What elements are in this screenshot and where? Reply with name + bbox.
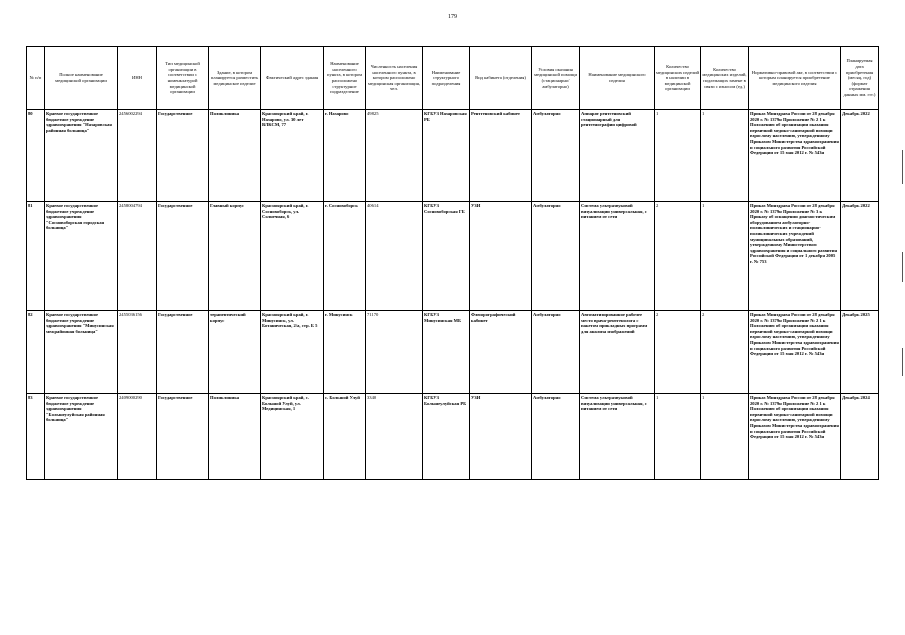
header-cell: Наименование медицинского изделия (580, 47, 655, 110)
header-cell: Вид кабинета (отделения) (470, 47, 532, 110)
qty-replace: 2 (701, 311, 749, 394)
org-type: Государственное (157, 311, 209, 394)
device-name: Автоматизированное рабочее место врача-рентгенолога с пакетом прикладных программ для анализа изображений (580, 311, 655, 394)
device-name: Система ультразвуковой визуализации универсальная, с питанием от сети (580, 394, 655, 480)
purchase-date: Декабрь 2025 (841, 311, 879, 394)
locality: г. Сосновоборск (324, 202, 366, 311)
division: КГБУЗ Минусинская МБ (423, 311, 470, 394)
legal-act: Приказ Минздрава России от 28 декабря 2020 г. № 1379н Приложение № 2 1 к Положению об организации оказания первичной медико-санитарной помощи взрослому населению, утвержденному Приказом Министерства здравоохранения и социального развития Российской Федерации от 15 мая 2012 г. № 543н (749, 110, 841, 202)
conditions: Амбулаторно (532, 202, 580, 311)
row-number: 83 (27, 394, 45, 480)
address: Красноярский край, г. Назарово, ул. 30 лет ВЛКСМ, 77 (261, 110, 324, 202)
qty-replace: 1 (701, 202, 749, 311)
purchase-date: Декабрь 2022 (841, 110, 879, 202)
row-number: 82 (27, 311, 45, 394)
population: 49825 (366, 110, 423, 202)
header-cell: Условия оказания медицинской помощи (стационарно/амбулаторно) (532, 47, 580, 110)
locality: с. Большой Улуй (324, 394, 366, 480)
header-cell: Тип медицинской организации в соответствии с номенклатурой медицинской организации (157, 47, 209, 110)
scan-edge-mark (902, 150, 903, 184)
qty-have: 1 (655, 110, 701, 202)
device-name: Аппарат рентгеновский стационарный для рентгенографии цифровой (580, 110, 655, 202)
header-cell: № п/п (27, 47, 45, 110)
population: 71170 (366, 311, 423, 394)
org-name: Краевое государственное бюджетное учреждение здравоохранения "Назаровская районная больница" (45, 110, 118, 202)
locality: г. Назарово (324, 110, 366, 202)
org-name: Краевое государственное бюджетное учреждение здравоохранения "Сосновоборская городская больница" (45, 202, 118, 311)
qty-have: 1 (655, 394, 701, 480)
population: 40614 (366, 202, 423, 311)
division: КГБУЗ Назаровская РБ (423, 110, 470, 202)
building: Поликлиника (209, 110, 261, 202)
header-cell: Наименование населенного пункта, в котором расположено структурное подразделение (324, 47, 366, 110)
building: терапевтический корпус (209, 311, 261, 394)
header-cell: Численность населения населенного пункта, в котором расположено медицинская организация, чел. (366, 47, 423, 110)
header-cell: ИНН (118, 47, 157, 110)
org-name: Краевое государственное бюджетное учреждение здравоохранения "Минусинская межрайонная больница" (45, 311, 118, 394)
inn: 2456002294 (118, 110, 157, 202)
qty-have: 2 (655, 202, 701, 311)
address: Красноярский край, г. Сосновоборск, ул. Солнечная, 6 (261, 202, 324, 311)
conditions: Амбулаторно (532, 311, 580, 394)
row-number: 81 (27, 202, 45, 311)
header-cell: Количество медицинских изделий, подлежащих замене в связи с износом (ед.) (701, 47, 749, 110)
qty-replace: 1 (701, 394, 749, 480)
qty-replace: 1 (701, 110, 749, 202)
device-name: Система ультразвуковой визуализации универсальная, с питанием от сети (580, 202, 655, 311)
inn: 2458004794 (118, 202, 157, 311)
org-type: Государственное (157, 394, 209, 480)
page-number: 179 (448, 14, 457, 20)
population: 3340 (366, 394, 423, 480)
division: КГБУЗ Большеулуйская РБ (423, 394, 470, 480)
header-cell: Количество медицинских изделий в наличии в медицинской организации (655, 47, 701, 110)
address: Красноярский край, с. Большой Улуй, ул. Медицинская, 1 (261, 394, 324, 480)
conditions: Амбулаторно (532, 394, 580, 480)
table-row (27, 311, 879, 394)
table-row (27, 202, 879, 311)
table-row (27, 394, 879, 480)
table-header-row (27, 47, 879, 110)
header-cell: Планируемая дата приобретения (месяц, год) (формат отражения данных мм. ггг.) (841, 47, 879, 110)
purchase-date: Декабрь 2022 (841, 202, 879, 311)
header-cell: Здание, в котором планируется разместить медицинское изделие (209, 47, 261, 110)
cabinet: Рентгеновский кабинет (470, 110, 532, 202)
header-cell: Фактический адрес здания (261, 47, 324, 110)
scan-edge-mark (902, 348, 903, 376)
locality: г. Минусинск (324, 311, 366, 394)
legal-act: Приказ Минздрава России от 28 декабря 2020 г. № 1379н Приложение № 3 к Приказу об оснащении диагностическим оборудованием амбулаторно-поликлинических и стационарно-поликлинических учреждений муниципальных образований, утвержденному Министерством здравоохранения и социального развития Российской Федерации от 1 декабря 2005 г. № 753 (749, 202, 841, 311)
row-number: 80 (27, 110, 45, 202)
table-row (27, 110, 879, 202)
org-type: Государственное (157, 202, 209, 311)
org-type: Государственное (157, 110, 209, 202)
cabinet: УЗИ (470, 394, 532, 480)
inn: 2409000290 (118, 394, 157, 480)
inn: 2455036156 (118, 311, 157, 394)
scan-edge-mark (902, 252, 903, 282)
header-cell: Нормативно-правовой акт, в соответствии с которым планируется приобретение медицинского изделия (749, 47, 841, 110)
building: Поликлиника (209, 394, 261, 480)
qty-have: 2 (655, 311, 701, 394)
building: Главный корпус (209, 202, 261, 311)
cabinet: Флюорографический кабинет (470, 311, 532, 394)
equipment-table (26, 46, 879, 480)
address: Красноярский край, г. Минусинск, ул. Ботаническая, 2/а, стр. Б 5 (261, 311, 324, 394)
header-cell: Наименование структурного подразделения (423, 47, 470, 110)
purchase-date: Декабрь 2024 (841, 394, 879, 480)
conditions: Амбулаторно (532, 110, 580, 202)
org-name: Краевое государственное бюджетное учреждение здравоохранения "Большеулуйская районная больница" (45, 394, 118, 480)
legal-act: Приказ Минздрава России от 28 декабря 2020 г. № 1379н Приложение № 2 1 к Положению об организации оказания первичной медико-санитарной помощи взрослому населению, утвержденному Приказом Министерства здравоохранения и социального развития Российской Федерации от 15 мая 2012 г. № 543н (749, 394, 841, 480)
division: КГБУЗ Сосновоборская ГБ (423, 202, 470, 311)
header-cell: Полное наименование медицинской организации (45, 47, 118, 110)
legal-act: Приказ Минздрава России от 28 декабря 2020 г. № 1379н Приложение № 2 1 к Положению об организации оказания первичной медико-санитарной помощи взрослому населению, утвержденному Приказом Министерства здравоохранения и социального развития Российской Федерации от 15 мая 2012 г. № 543н (749, 311, 841, 394)
cabinet: УЗИ (470, 202, 532, 311)
